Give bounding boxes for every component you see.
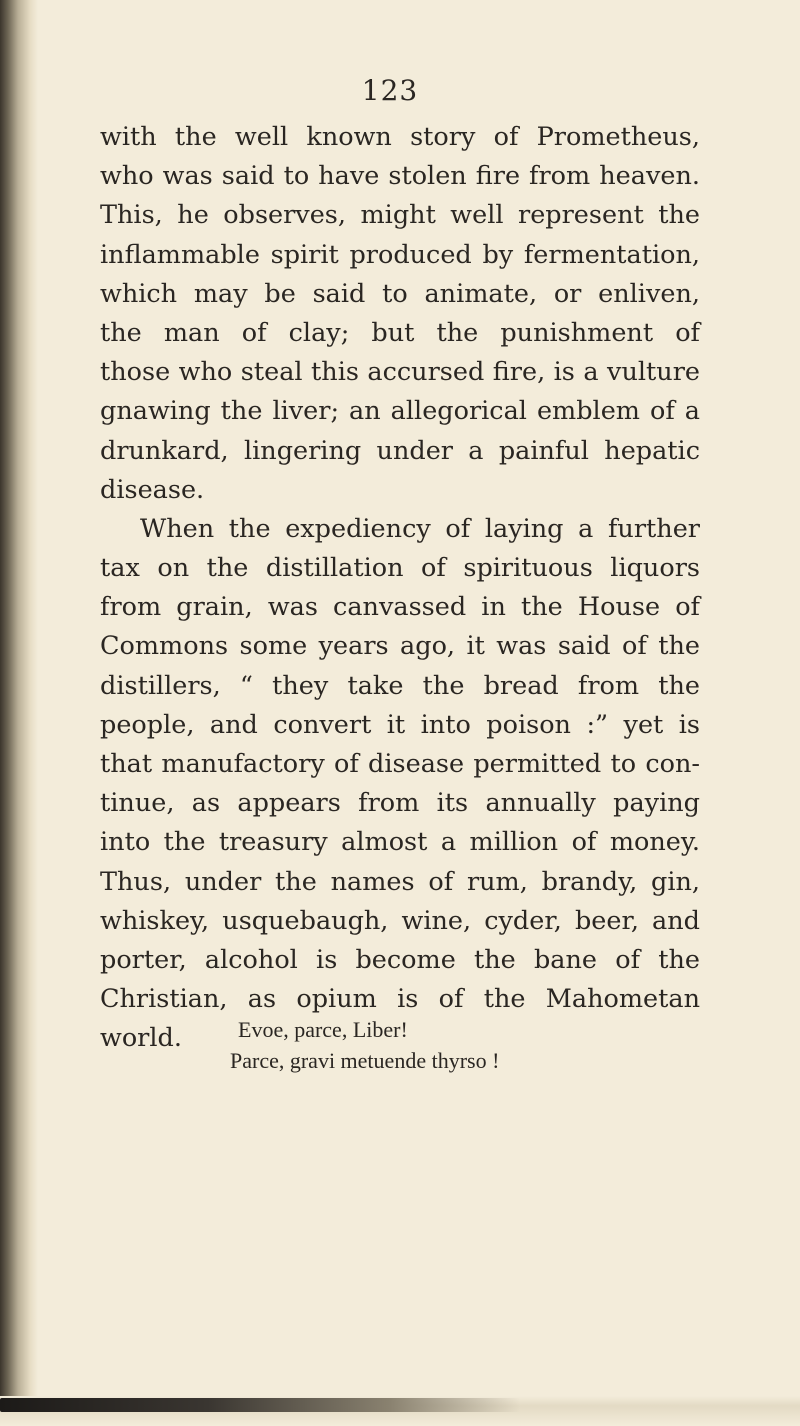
text-line: distillers, “ they take the bread from the [100, 670, 700, 701]
text-line: that manufactory of disease permitted to con- [100, 749, 700, 779]
text-line: from grain, was canvassed in the House of [100, 592, 700, 623]
page-edge-shadow [0, 1398, 520, 1412]
page-number: 123 [361, 74, 419, 107]
book-spine-shadow [0, 0, 38, 1426]
text-line: with the well known story of Prometheus, [100, 122, 700, 152]
text-line: This, he observes, might well represent the [100, 200, 700, 231]
text-line: people, and convert it into poison :” yet is [100, 709, 700, 740]
text-line: those who steal this accursed fire, is a vulture [100, 357, 700, 388]
text-line: Thus, under the names of rum, brandy, gin, [100, 866, 700, 897]
text-line: inflammable spirit produced by fermentation, [100, 239, 700, 270]
verse-line: Evoe, parce, Liber! [238, 1017, 408, 1042]
text-line: into the treasury almost a million of money. [100, 827, 700, 858]
text-line: porter, alcohol is become the bane of the [100, 944, 700, 975]
text-line: whiskey, usquebaugh, wine, cyder, beer, and [100, 905, 700, 936]
text-line: disease. [100, 474, 205, 505]
latin-verse [230, 1014, 658, 1076]
verse-line: Parce, gravi metuende thyrso ! [230, 1048, 500, 1073]
text-line: drunkard, lingering under a painful hepatic [100, 435, 700, 466]
text-line: tinue, as appears from its annually paying [100, 788, 700, 819]
text-line: world. [100, 1023, 182, 1054]
paragraph-start-line: When the expediency of laying a further [140, 513, 700, 544]
text-line: Commons some years ago, it was said of the [100, 631, 700, 662]
text-line: Christian, as opium is of the Mahometan [100, 984, 700, 1015]
text-line: which may be said to animate, or enliven, [100, 278, 700, 309]
text-line: the man of clay; but the punishment of [100, 317, 700, 348]
text-line: who was said to have stolen fire from heaven. [100, 161, 700, 192]
text-line: gnawing the liver; an allegorical emblem of a [100, 396, 700, 427]
text-line: tax on the distillation of spirituous liquors [100, 553, 700, 584]
main-text [100, 118, 700, 1059]
